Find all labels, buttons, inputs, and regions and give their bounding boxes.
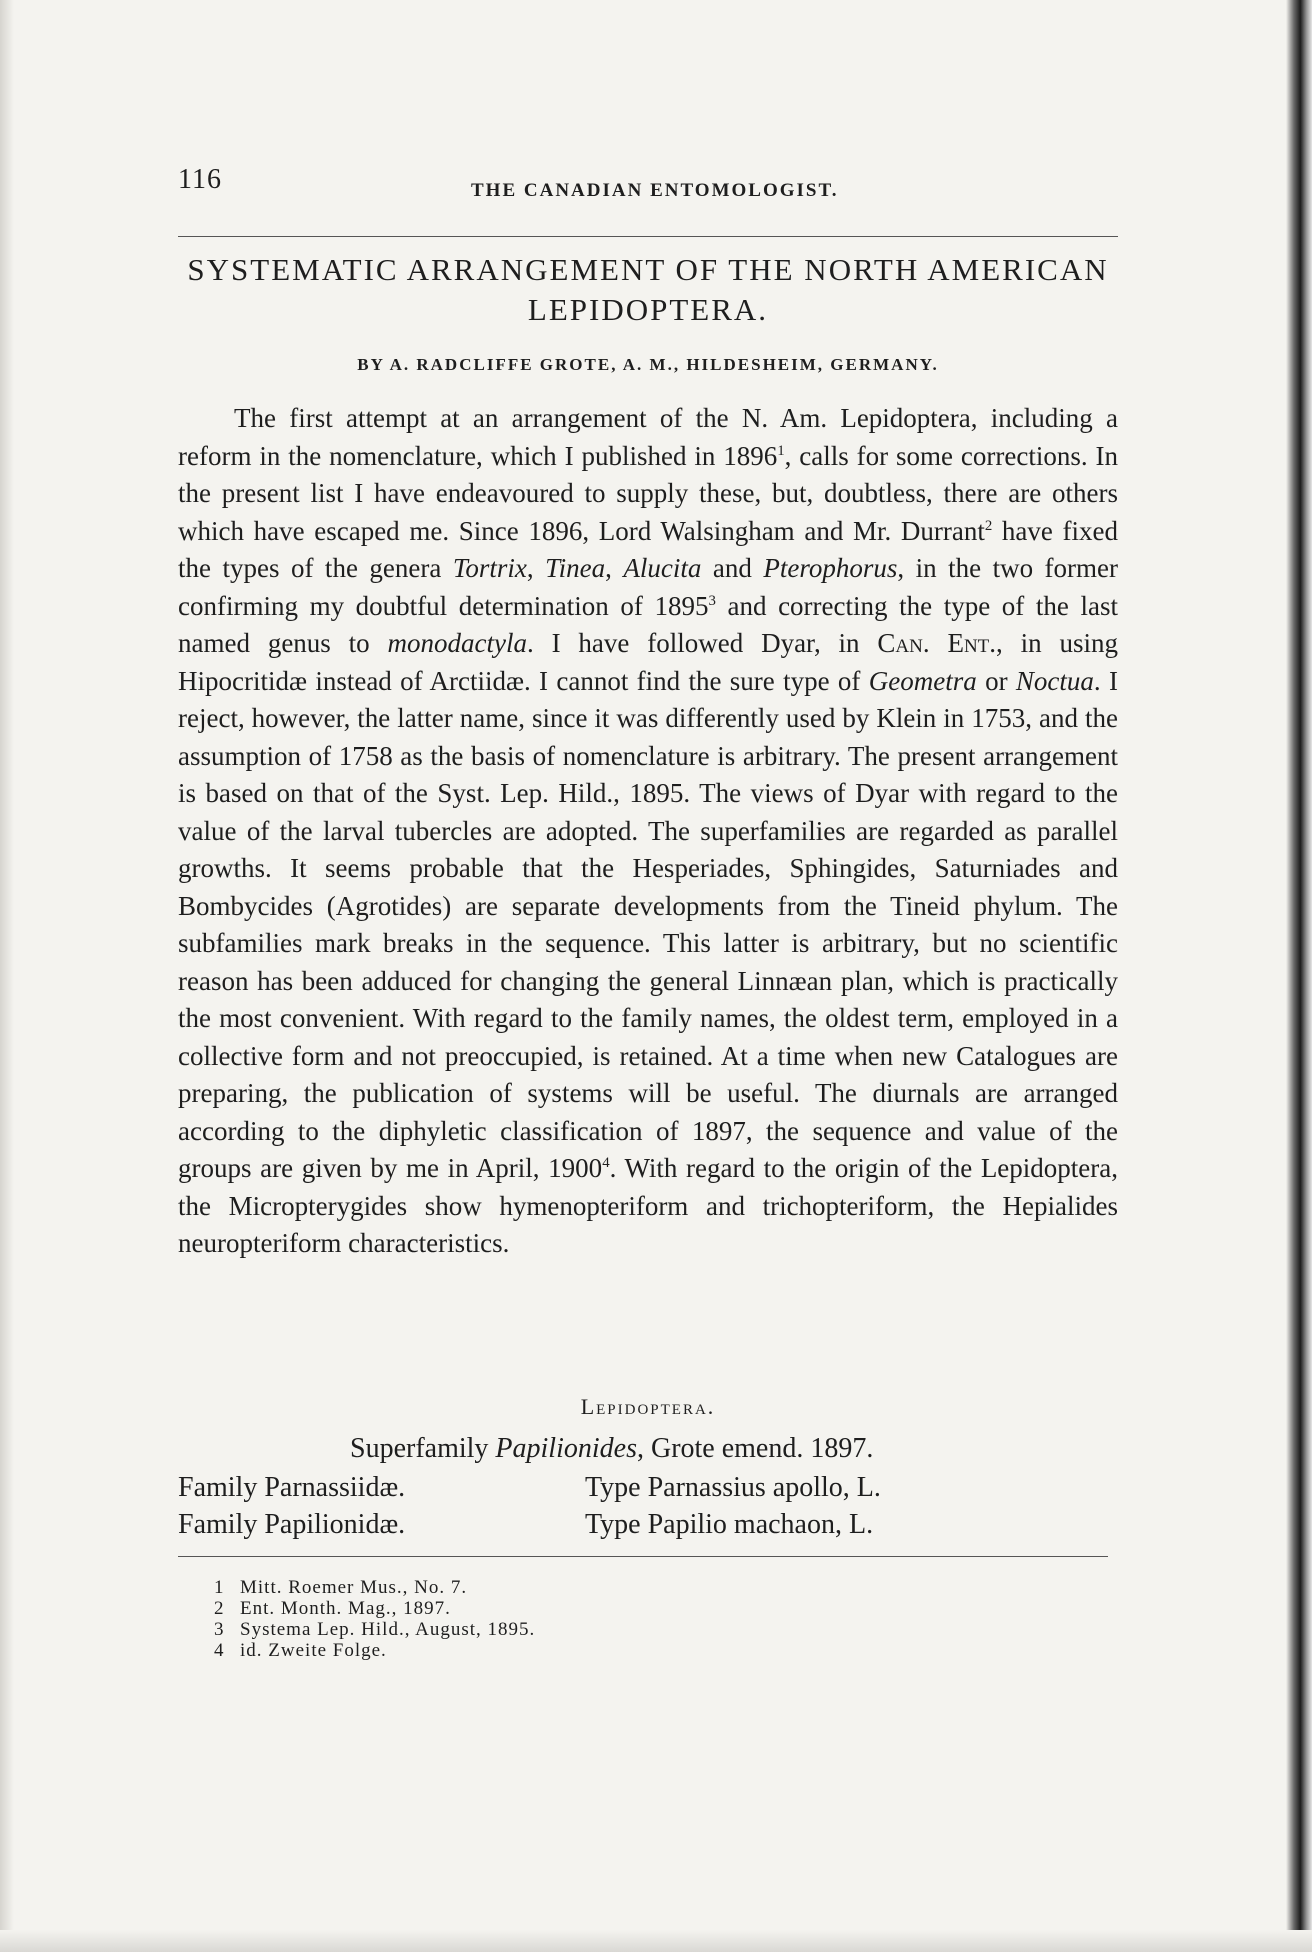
body-text-segment: or xyxy=(976,665,1016,696)
journal-title: THE CANADIAN ENTOMOLOGIST. xyxy=(471,180,839,201)
footnote-text: Systema Lep. Hild., August, 1895. xyxy=(240,1619,536,1640)
article-body xyxy=(178,400,1118,1263)
superfamily-line xyxy=(350,1433,873,1465)
family-name: Family Papilionidæ. xyxy=(178,1509,406,1540)
footnote-text: Mitt. Roemer Mus., No. 7. xyxy=(240,1577,468,1598)
genus-alucita: Alucita xyxy=(623,553,702,583)
footnotes xyxy=(214,1577,914,1661)
footnote xyxy=(214,1640,914,1661)
genus-noctua: Noctua xyxy=(1015,665,1094,696)
body-text-segment: , in using Hipocritidæ instead of Arctiidæ. I cannot find the sure type of xyxy=(178,628,1118,696)
can-ent-citation: Can. Ent. xyxy=(877,628,997,658)
body-text-segment: , calls for some corrections. In the present list I have endeavoured to supply these, but, doubtless, there are others which have escaped me. Since 1896, Lord Walsingham and Mr. Durrant xyxy=(178,440,1118,546)
genus-pterophorus: Pterophorus xyxy=(763,553,898,583)
running-head xyxy=(178,160,1118,200)
body-text-segment: , in the two former confirming my doubtful determination of 1895 xyxy=(178,553,1119,621)
journal-page xyxy=(178,0,1118,1952)
footnote-number: 1 xyxy=(214,1577,225,1598)
body-paragraph xyxy=(178,400,1118,1263)
article-title xyxy=(178,250,1118,330)
book-binding-edge xyxy=(1286,0,1312,1952)
article-title-line-1: SYSTEMATIC ARRANGEMENT OF THE NORTH AMERICAN xyxy=(187,252,1109,287)
superfamily-name: Papilionides xyxy=(495,1433,637,1464)
page-number: 116 xyxy=(178,164,222,195)
genus-geometra: Geometra xyxy=(868,665,977,696)
footnote-ref-4: 4 xyxy=(602,1155,610,1171)
genus-tortrix: Tortrix xyxy=(452,553,527,583)
species-monodactyla: monodactyla xyxy=(387,628,527,658)
body-text-segment: . I have followed Dyar, in xyxy=(527,628,878,658)
family-row xyxy=(178,1472,1118,1509)
body-text-segment: , xyxy=(605,553,624,583)
footnote xyxy=(214,1619,914,1640)
body-text-segment: . With regard to the origin of the Lepidoptera, the Micropterygides show hymenopteriform and trichopteriform, the Hepialides neuropteriform characteristics. xyxy=(178,1153,1119,1258)
footnote-number: 2 xyxy=(214,1598,225,1619)
body-text-segment: . I reject, however, the latter name, since it was differently used by Klein in 1753, and the assumption of 1758 as the basis of nomenclature is arbitrary. The present arrangement is based on that of the Syst. Lep. Hild., 1895. The views of Dyar with regard to the value of the larval tubercles are adopted. The superfamilies are regarded as parallel growths. It seems probable that the Hesperiades, Sphingides, Saturniades and Bombycides (Agrotides) are separate developments from the Tineid phylum. The subfamilies mark breaks in the sequence. This latter is arbitrary, but no scientific reason has been adduced for changing the general Linnæan plan, which is practically the most convenient. With regard to the family names, the oldest term, employed in a collective form and not preoccupied, is retained. At a time when new Catalogues are preparing, the publication of systems will be useful. The diurnals are arranged according to the diphyletic classification of 1897, the sequence and value of the groups are given by me in April, 1900 xyxy=(178,665,1118,1183)
header-rule xyxy=(178,236,1118,237)
superfamily-prefix: Superfamily xyxy=(350,1433,496,1464)
family-row xyxy=(178,1509,1118,1546)
section-heading: Lepidoptera. xyxy=(580,1394,716,1419)
footnote-number: 4 xyxy=(214,1640,225,1661)
body-text-segment: , xyxy=(526,553,546,583)
family-list xyxy=(178,1472,1118,1546)
footnote-ref-1: 1 xyxy=(777,442,785,459)
footnote-text: Ent. Month. Mag., 1897. xyxy=(240,1598,451,1619)
scan-left-edge xyxy=(0,0,14,1952)
body-text-segment: The first attempt at an arrangement of the N. Am. Lepidoptera, including a reform in the nomenclature, which I published in 1896 xyxy=(178,403,1118,471)
family-type: Type Parnassius apollo, L. xyxy=(585,1472,881,1503)
footnote-text: id. Zweite Folge. xyxy=(240,1640,387,1661)
author-byline: BY A. RADCLIFFE GROTE, A. M., HILDESHEIM, GERMANY. xyxy=(357,355,939,374)
superfamily-suffix: , Grote emend. 1897. xyxy=(636,1433,874,1464)
article-title-line-2: LEPIDOPTERA. xyxy=(527,292,769,327)
body-text-segment: have fixed the types of the genera xyxy=(178,515,1119,583)
footnote-rule xyxy=(178,1556,1108,1557)
footnote-ref-3: 3 xyxy=(708,592,716,609)
footnote-ref-2: 2 xyxy=(984,517,993,534)
footnote-number: 3 xyxy=(214,1619,225,1640)
family-type: Type Papilio machaon, L. xyxy=(585,1509,874,1540)
footnote xyxy=(214,1598,914,1619)
family-name: Family Parnassiidæ. xyxy=(178,1472,406,1503)
genus-tinea: Tinea xyxy=(545,553,606,583)
body-text-segment: and correcting the type of the last named genus to xyxy=(178,590,1118,658)
body-text-segment: and xyxy=(701,553,764,583)
footnote xyxy=(214,1577,914,1598)
